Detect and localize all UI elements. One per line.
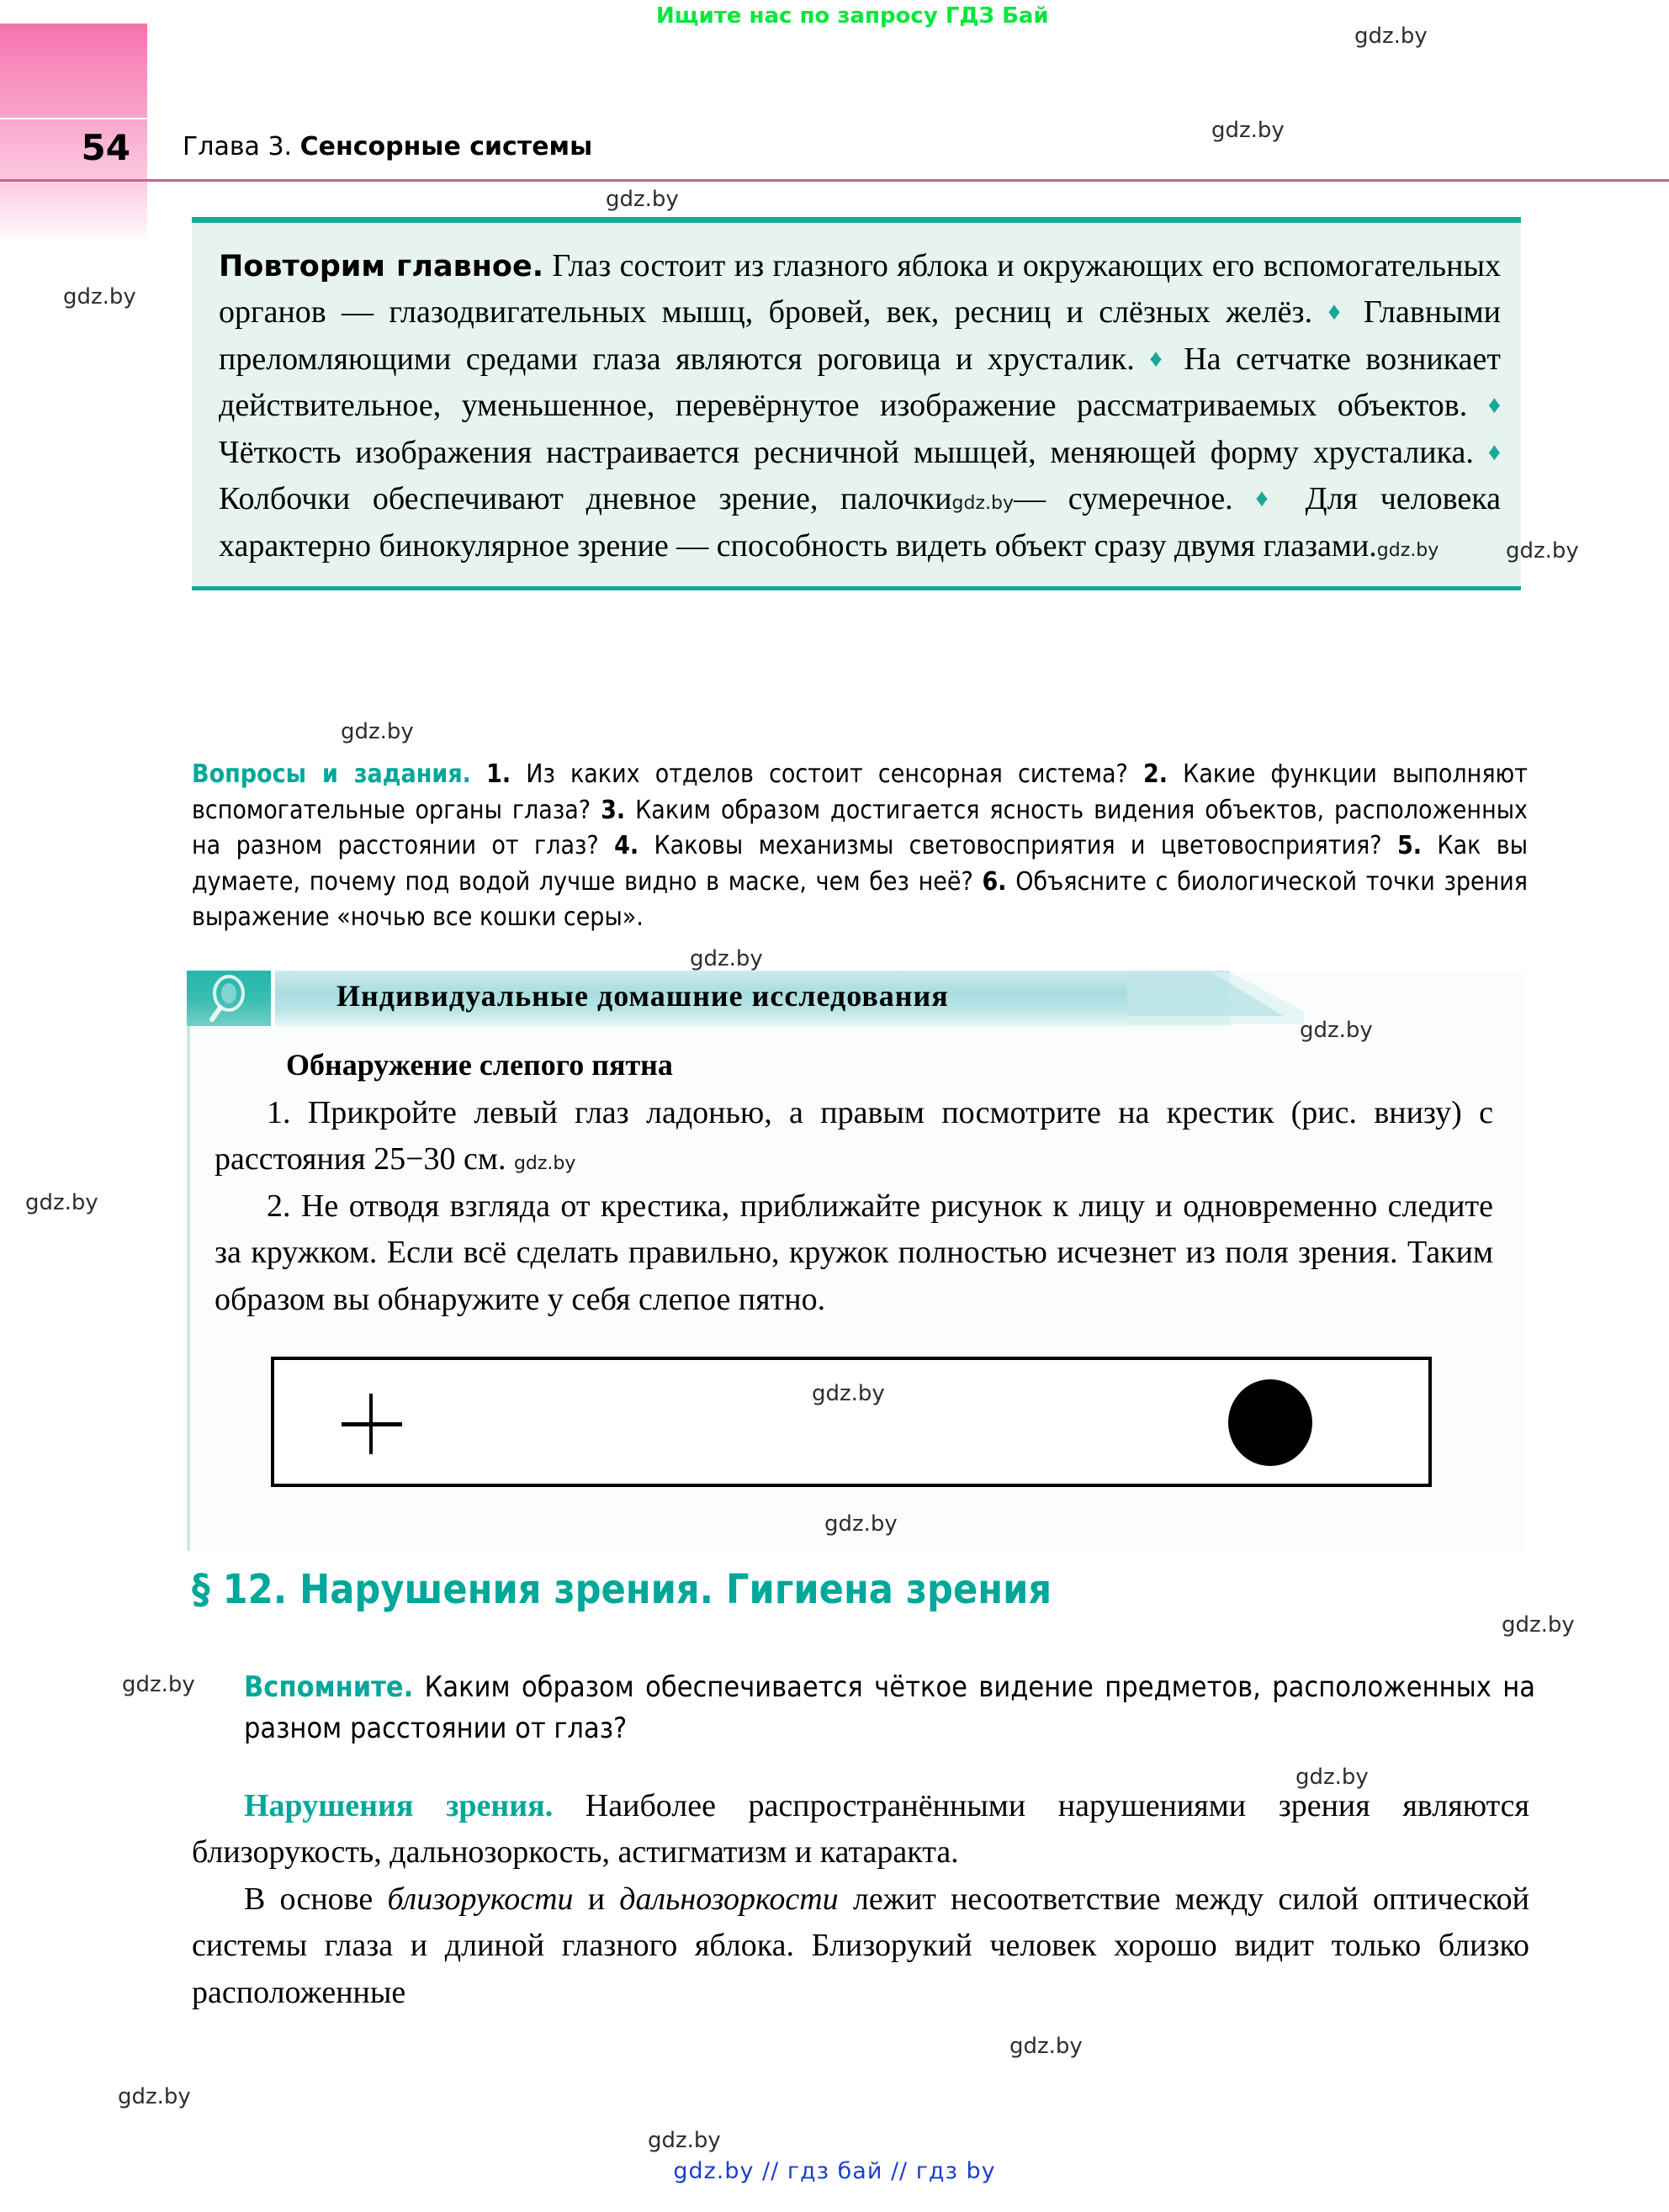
footer-watermark: gdz.by // гдз бай // гдз by (673, 2158, 996, 2184)
research-step-2: 2. Не отводя взгляда от крестика, приближайте рисунок к лицу и одновременно следите за кружком. Если всё сделать правильно, кружок полностью исчезнет из поля зрения. Таким образом вы обнаружите у себя слепое пятно. (215, 1188, 1493, 1317)
cross-marker-icon (342, 1394, 402, 1454)
paragraph-violations (192, 1783, 1529, 1876)
question-text: Объясните с биологической точки зрения выражение «ночью все кошки серы». (192, 866, 1528, 933)
watermark-gdz: gdz.by (1211, 118, 1285, 143)
section-heading: § 12. Нарушения зрения. Гигиена зрения (192, 1566, 1052, 1613)
summary-sentence-4: Чёткость изображения настраивается ресничной мышцей, меняющей форму хрусталика. (219, 434, 1474, 470)
diamond-bullet-icon: ♦ (1487, 437, 1501, 466)
summary-sentence-2: Главными преломляющими средами глаза являются роговица и хрусталик. (219, 294, 1502, 377)
questions-block (192, 757, 1528, 936)
research-step-1 (215, 1090, 1493, 1183)
paragraph-text-c: лежит несоответствие между силой оптической системы глаза и длиной глазного яблока. Близорукий человек хорошо видит только близко расположенные (192, 1881, 1529, 2010)
diamond-bullet-icon: ♦ (1487, 391, 1501, 420)
summary-sentence-5b: — сумеречное. (1014, 481, 1233, 517)
watermark-gdz: gdz.by (118, 2084, 191, 2109)
watermark-banner: Ищите нас по запросу ГДЗ Бай (656, 3, 1049, 29)
watermark-gdz: gdz.by (1506, 538, 1579, 564)
paragraph-text-a: В основе (244, 1881, 388, 1917)
question-number: 3. (601, 795, 626, 825)
question-text: Из каких отделов состоит сенсорная система? (526, 759, 1128, 789)
watermark-gdz: gdz.by (63, 284, 136, 310)
research-banner-taper (1127, 972, 1304, 1024)
watermark-gdz: gdz.by (606, 187, 679, 212)
running-head-chapter: Глава 3. (183, 132, 293, 161)
page-number: 54 (81, 127, 130, 168)
watermark-gdz: gdz.by (1009, 2034, 1083, 2059)
summary-sentence-1: Глаз состоит из глазного яблока и окружающих его вспомогательных органов — глазодвигательных мышц, бровей, век, ресниц и слёзных желёз. (219, 248, 1502, 331)
research-body (215, 1090, 1493, 1323)
watermark-gdz: gdz.by (648, 2128, 721, 2153)
magnifier-icon (187, 971, 271, 1026)
watermark-gdz: gdz.by (1354, 24, 1428, 49)
summary-sentence-5: Колбочки обеспечивают дневное зрение, палочки (219, 481, 952, 517)
summary-callout-box (192, 217, 1521, 590)
watermark-gdz: gdz.by (122, 1672, 195, 1697)
summary-text (219, 243, 1501, 569)
recall-block (244, 1667, 1535, 1750)
blind-spot-figure (271, 1357, 1432, 1487)
term-myopia: близорукости (387, 1881, 574, 1917)
watermark-gdz: gdz.by (1300, 1018, 1373, 1043)
question-number: 1. (486, 759, 511, 789)
question-number: 4. (614, 831, 639, 861)
question-number: 6. (982, 866, 1007, 897)
diamond-bullet-icon: ♦ (1255, 484, 1283, 513)
watermark-inline: gdz.by (951, 493, 1014, 515)
question-text: Каковы механизмы световосприятия и цветовосприятия? (654, 831, 1382, 861)
watermark-gdz: gdz.by (341, 719, 414, 744)
diamond-bullet-icon: ♦ (1327, 298, 1348, 326)
watermark-gdz: gdz.by (812, 1381, 885, 1406)
watermark-gdz: gdz.by (690, 946, 763, 971)
diamond-bullet-icon: ♦ (1149, 344, 1169, 373)
paragraph-lead: Нарушения зрения. (244, 1788, 554, 1823)
questions-lead: Вопросы и задания. (192, 759, 471, 789)
recall-lead: Вспомните. (244, 1670, 414, 1704)
running-head (183, 132, 592, 161)
question-number: 5. (1396, 831, 1423, 861)
watermark-gdz: gdz.by (1295, 1765, 1369, 1790)
summary-lead: Повторим главное. (219, 250, 543, 283)
watermark-gdz: gdz.by (25, 1190, 98, 1215)
recall-text: Каким образом обеспечивается чёткое видение предметов, расположенных на разном расстоянии от глаз? (244, 1670, 1535, 1746)
watermark-gdz: gdz.by (824, 1511, 898, 1537)
research-banner-title: Индивидуальные домашние исследования (336, 979, 949, 1013)
question-text: Какие функции выполняют вспомогательные органы глаза? (192, 759, 1528, 825)
body-text (192, 1783, 1529, 2016)
dot-marker-icon (1228, 1379, 1312, 1466)
term-hyperopia: дальнозоркости (619, 1881, 839, 1917)
pink-header-block-top (0, 24, 147, 118)
question-number: 2. (1142, 759, 1168, 789)
research-subtitle: Обнаружение слепого пятна (286, 1048, 673, 1082)
paragraph-text: Наиболее распространёнными нарушениями зрения являются близорукость, дальнозоркость, астигматизм и катаракта. (192, 1788, 1529, 1871)
summary-sentence-6: Для человека характерно бинокулярное зрение — способность видеть объект сразу двумя глазами. (219, 481, 1502, 564)
paragraph-text-b: и (573, 1881, 620, 1917)
watermark-inline: gdz.by (513, 1153, 576, 1175)
running-head-title: Сенсорные системы (299, 132, 593, 161)
question-text: Как вы думаете, почему под водой лучше видно в маске, чем без неё? (192, 831, 1529, 897)
research-step-1-text: 1. Прикройте левый глаз ладонью, а правым посмотрите на крестик (рис. внизу) с расстояния 25−30 см. (215, 1095, 1493, 1177)
header-divider (0, 179, 1669, 182)
question-text: Каким образом достигается ясность видения объектов, расположенных на разном расстоянии от глаз? (192, 795, 1528, 861)
watermark-inline: gdz.by (1376, 539, 1439, 561)
paragraph-myopia (192, 1876, 1529, 2016)
watermark-gdz: gdz.by (1502, 1612, 1575, 1638)
summary-sentence-3: На сетчатке возникает действительное, уменьшенное, перевёрнутое изображение рассматриваемых объектов. (219, 341, 1501, 424)
